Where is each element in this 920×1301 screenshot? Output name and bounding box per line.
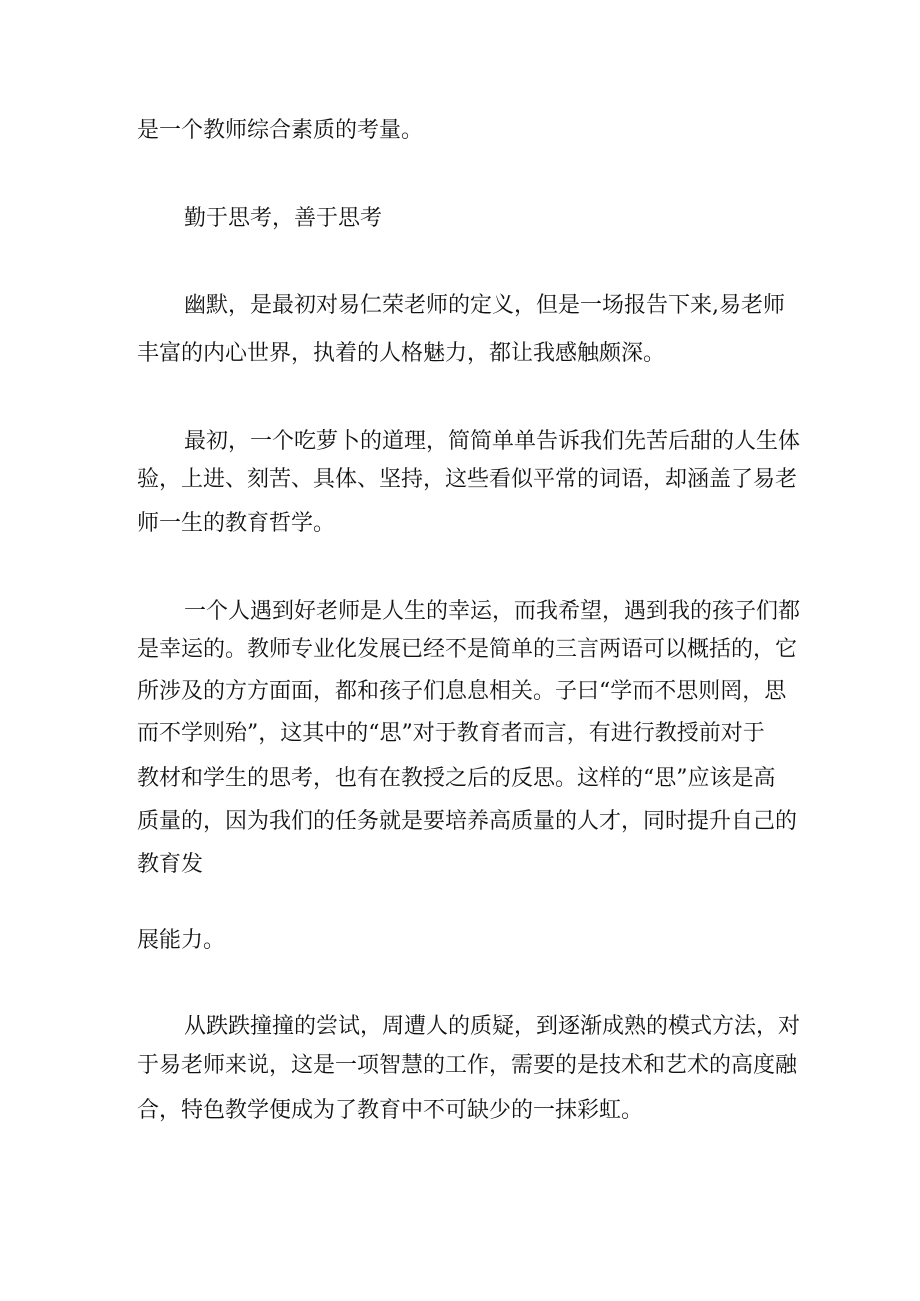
text-line: 师一生的教育哲学。 bbox=[137, 511, 336, 536]
text-line: 而不学则殆”，这其中的“思”对于教育者而言，有进行教授前对于 bbox=[137, 721, 765, 746]
text-line: 是幸运的。教师专业化发展已经不是简单的三言两语可以概括的，它 bbox=[137, 637, 798, 662]
text-line: 所涉及的方方面面，都和孩子们息息相关。子曰“学而不思则罔，思 bbox=[137, 679, 787, 704]
text-line: 最初，一个吃萝卜的道理，简简单单告诉我们先苦后甜的人生体 bbox=[184, 429, 801, 454]
text-line: 是一个教师综合素质的考量。 bbox=[137, 118, 424, 143]
text-line: 于易老师来说，这是一项智慧的工作，需要的是技术和艺术的高度融 bbox=[137, 1053, 798, 1078]
text-line: 质量的，因为我们的任务就是要培养高质量的人才，同时提升自己的 bbox=[137, 809, 798, 834]
text-line: 丰富的内心世界，执着的人格魅力，都让我感触颇深。 bbox=[137, 341, 666, 366]
text-line: 合，特色教学便成为了教育中不可缺少的一抹彩虹。 bbox=[137, 1098, 644, 1123]
section-heading: 勤于思考，善于思考 bbox=[184, 206, 383, 231]
text-line: 从跌跌撞撞的尝试，周遭人的质疑，到逐渐成熟的模式方法，对 bbox=[184, 1014, 801, 1039]
text-line: 一个人遇到好老师是人生的幸运，而我希望，遇到我的孩子们都 bbox=[184, 599, 801, 624]
text-line: 验，上进、刻苦、具体、坚持，这些看似平常的词语，却涵盖了易老 bbox=[137, 467, 798, 492]
text-line: 教育发 bbox=[137, 852, 204, 877]
text-line: 展能力。 bbox=[137, 928, 226, 953]
text-line: 教材和学生的思考，也有在教授之后的反思。这样的“思”应该是高 bbox=[137, 766, 776, 791]
text-line: 幽默，是最初对易仁荣老师的定义，但是一场报告下来,易老师 bbox=[184, 293, 785, 318]
